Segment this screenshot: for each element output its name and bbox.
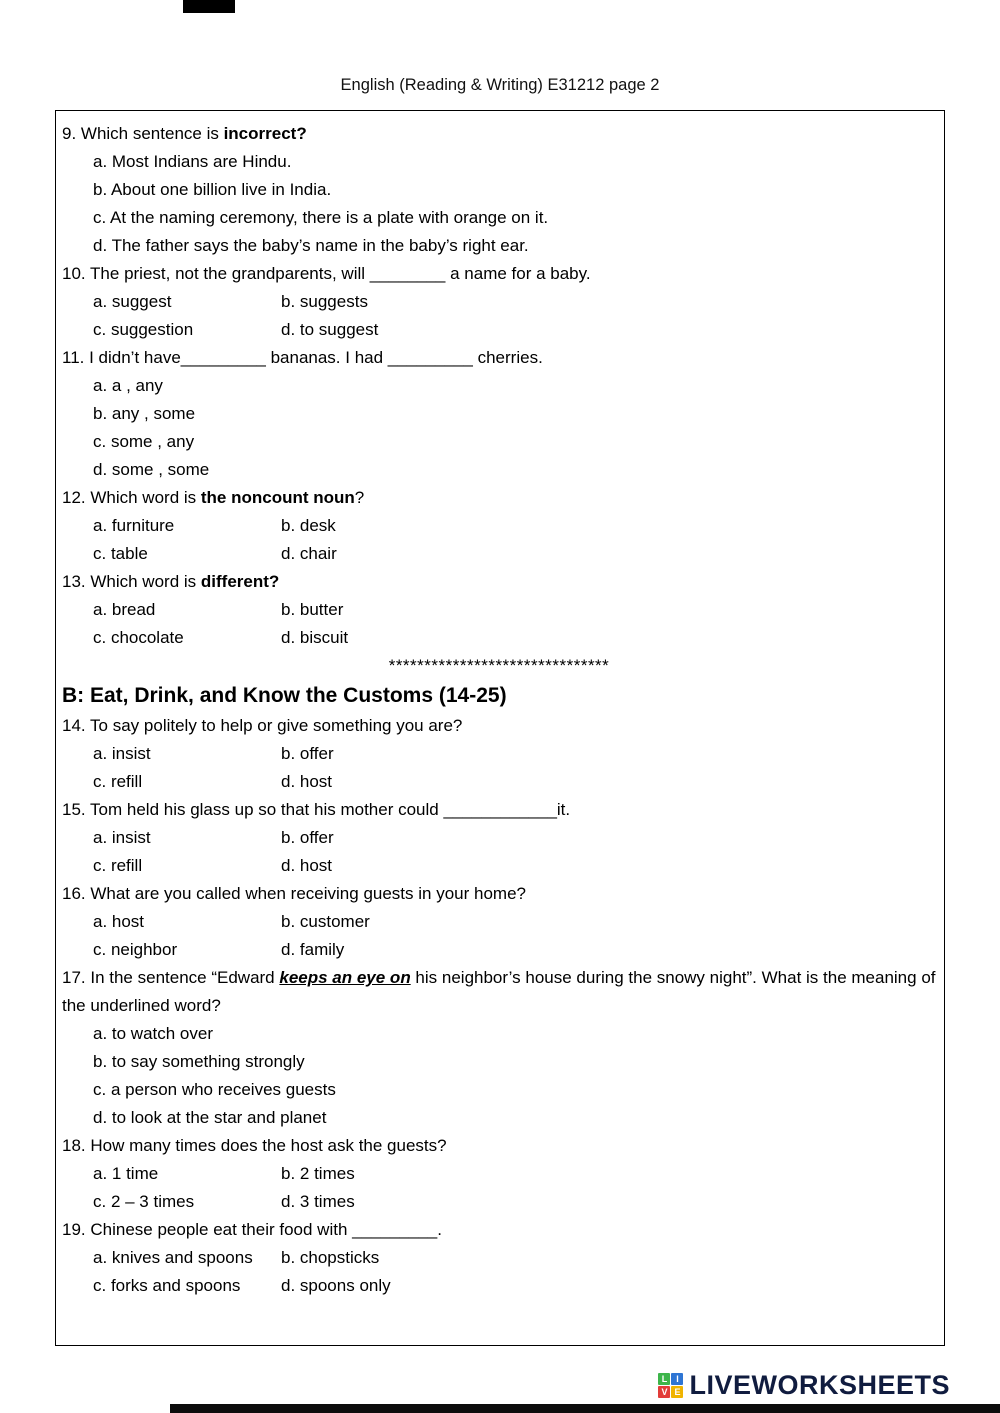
answer-option: c. table [93, 544, 148, 563]
question [62, 880, 936, 964]
answer-option: b. customer [281, 912, 370, 931]
question [62, 260, 936, 344]
question [62, 712, 936, 796]
answer-option: a. 1 time [93, 1164, 159, 1183]
answer-option: d. family [281, 940, 345, 959]
answer-option: d. spoons only [281, 1276, 391, 1295]
question-text: 9. Which sentence is incorrect? [62, 124, 307, 143]
bottom-bar [170, 1404, 1000, 1413]
question [62, 344, 936, 484]
answer-option: b. chopsticks [281, 1248, 380, 1267]
question [62, 1216, 936, 1300]
question-text: 10. The priest, not the grandparents, will ________ a name for a baby. [62, 264, 591, 283]
answer-option: c. forks and spoons [93, 1276, 241, 1295]
answer-options [93, 908, 936, 964]
answer-options [93, 1244, 936, 1300]
answer-option: b. butter [281, 600, 344, 619]
answer-option: b. desk [281, 516, 336, 535]
question-text: 11. I didn’t have_________ bananas. I had _________ cherries. [62, 348, 543, 367]
question [62, 568, 936, 652]
question-text: 13. Which word is different? [62, 572, 280, 591]
answer-option: c. neighbor [93, 940, 178, 959]
answer-option: d. to look at the star and planet [93, 1108, 327, 1127]
question [62, 964, 936, 1132]
questions-container [62, 120, 936, 1300]
answer-options [93, 148, 936, 260]
liveworksheets-logo[interactable] [658, 1370, 950, 1401]
brand-name: LIVEWORKSHEETS [689, 1370, 950, 1400]
answer-option: b. any , some [93, 404, 196, 423]
answer-options [93, 824, 936, 880]
question-text: 14. To say politely to help or give something you are? [62, 716, 463, 735]
answer-option: d. to suggest [281, 320, 379, 339]
logo-cell: I [671, 1373, 683, 1385]
answer-option: a. host [93, 912, 145, 931]
liveworksheets-icon [658, 1373, 683, 1398]
answer-option: a. Most Indians are Hindu. [93, 152, 292, 171]
answer-option: a. insist [93, 744, 151, 763]
answer-option: d. The father says the baby’s name in the baby’s right ear. [93, 236, 529, 255]
question [62, 484, 936, 568]
questions-box [55, 110, 945, 1346]
question-text: 16. What are you called when receiving guests in your home? [62, 884, 526, 903]
question-text: 18. How many times does the host ask the guests? [62, 1136, 447, 1155]
scan-artifact [183, 0, 235, 13]
answer-option: c. refill [93, 772, 143, 791]
answer-option: c. refill [93, 856, 143, 875]
answer-option: d. 3 times [281, 1192, 355, 1211]
logo-cell: E [671, 1386, 683, 1398]
answer-option: d. some , some [93, 460, 210, 479]
answer-option: a. bread [93, 600, 156, 619]
answer-option: a. insist [93, 828, 151, 847]
stars-separator: ******************************* [388, 656, 610, 675]
answer-option: b. offer [281, 744, 334, 763]
question-text: 15. Tom held his glass up so that his mother could ____________it. [62, 800, 571, 819]
answer-option: d. biscuit [281, 628, 349, 647]
answer-option: b. suggests [281, 292, 368, 311]
answer-option: b. About one billion live in India. [93, 180, 332, 199]
answer-option: a. suggest [93, 292, 172, 311]
answer-options [93, 512, 936, 568]
answer-option: c. 2 – 3 times [93, 1192, 195, 1211]
answer-option: d. chair [281, 544, 337, 563]
answer-options [93, 372, 936, 484]
answer-option: c. some , any [93, 432, 195, 451]
question-text: 12. Which word is the noncount noun? [62, 488, 365, 507]
answer-option: b. to say something strongly [93, 1052, 305, 1071]
answer-options [93, 288, 936, 344]
answer-option: a. knives and spoons [93, 1248, 253, 1267]
answer-options [93, 1020, 936, 1132]
answer-option: d. host [281, 772, 333, 791]
question [62, 120, 936, 260]
answer-option: a. furniture [93, 516, 175, 535]
section-b-heading: B: Eat, Drink, and Know the Customs (14-25) [62, 684, 507, 707]
question [62, 796, 936, 880]
answer-option: c. At the naming ceremony, there is a plate with orange on it. [93, 208, 549, 227]
logo-cell: V [658, 1386, 670, 1398]
answer-options [93, 596, 936, 652]
answer-option: c. suggestion [93, 320, 194, 339]
answer-option: a. a , any [93, 376, 163, 395]
answer-option: c. chocolate [93, 628, 184, 647]
answer-option: b. offer [281, 828, 334, 847]
answer-options [93, 1160, 936, 1216]
logo-cell: L [658, 1373, 670, 1385]
question [62, 1132, 936, 1216]
answer-option: c. a person who receives guests [93, 1080, 336, 1099]
question-text: 17. In the sentence “Edward keeps an eye on his neighbor’s house during the snowy night”. What is the meaning of the underlined word? [62, 968, 936, 1015]
answer-option: d. host [281, 856, 333, 875]
answer-option: a. to watch over [93, 1024, 214, 1043]
answer-option: b. 2 times [281, 1164, 355, 1183]
question-text: 19. Chinese people eat their food with _________. [62, 1220, 442, 1239]
answer-options [93, 740, 936, 796]
page-header: English (Reading & Writing) E31212 page 2 [340, 76, 660, 94]
